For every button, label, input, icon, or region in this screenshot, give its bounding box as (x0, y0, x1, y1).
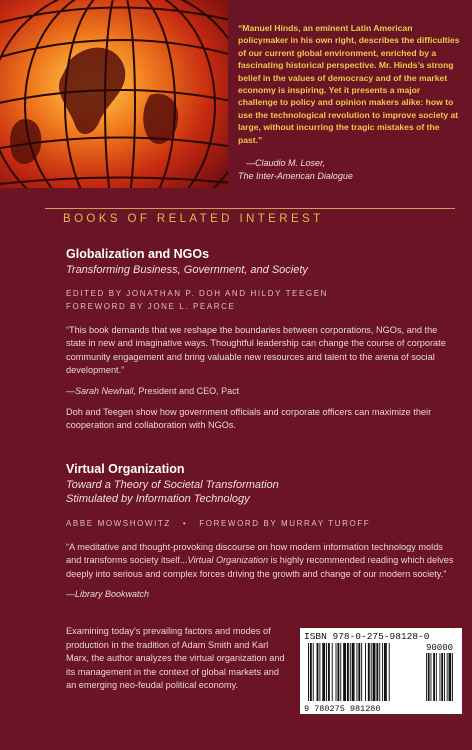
barcode-bar (308, 643, 309, 701)
globe-illustration (0, 0, 228, 188)
barcode-addon-bars (426, 653, 453, 701)
book-editors: EDITED BY JONATHAN P. DOH AND HILDY TEEGEN (66, 289, 329, 298)
barcode-bar (347, 643, 349, 701)
barcode-bar (376, 643, 378, 701)
barcode-bar (368, 643, 370, 701)
book-title: Globalization and NGOs (66, 247, 210, 261)
book-subtitle-line1: Toward a Theory of Societal Transformation (66, 479, 279, 491)
endorsement-attribution (238, 155, 466, 181)
review-source: —Library Bookwatch (66, 589, 150, 600)
barcode-bar (343, 643, 346, 701)
barcode-bar (326, 643, 327, 701)
barcode-bar (365, 643, 366, 701)
book-subtitle: Transforming Business, Government, and Society (66, 264, 308, 276)
barcode-addon-bar (433, 653, 435, 701)
book-description: Examining today’s prevailing factors and modes of production in the tradition of Adam Smith and Karl Marx, the author analyzes the virtual organization and its management in the context of global markets and an emerging neo-feudal political economy. (66, 626, 285, 690)
price-code: 90000 (426, 643, 454, 653)
section-heading: BOOKS OF RELATED INTEREST (63, 213, 324, 225)
barcode-addon-bar (452, 653, 453, 701)
barcode-bar (352, 643, 355, 701)
barcode-bar (337, 643, 339, 701)
barcode-addon-bar (431, 653, 432, 701)
barcode-bar (373, 643, 376, 701)
barcode-addon-bar (428, 653, 430, 701)
barcode-bar (389, 643, 390, 701)
barcode-addon-bar (444, 653, 445, 701)
barcode-bar (322, 643, 325, 701)
review-author: Sarah Newhall, (75, 385, 137, 396)
barcode-addon-bar (440, 653, 441, 701)
section-divider (45, 208, 455, 209)
barcode-bar (328, 643, 330, 701)
barcode-bar (356, 643, 357, 701)
barcode-bar (319, 643, 320, 701)
ean-digits: 9 780275 981280 (304, 704, 381, 714)
barcode-bar (313, 643, 314, 701)
barcode-addon-bar (426, 653, 427, 701)
related-book-1 (66, 247, 456, 432)
barcode-panel (300, 628, 462, 714)
barcode-bar (317, 643, 319, 701)
barcode-bar (361, 643, 362, 701)
bullet-separator: • (182, 519, 188, 528)
book-credits (66, 517, 456, 530)
book-author: ABBE MOWSHOWITZ (66, 519, 171, 528)
barcode-bar (332, 643, 333, 701)
barcode-addon-bar (436, 653, 437, 701)
barcode-bar (340, 643, 341, 701)
barcode-addon-bar (449, 653, 452, 701)
barcode-bar (358, 643, 360, 701)
barcode-addon-bar (441, 653, 443, 701)
book-subtitle-line2: Stimulated by Information Technology (66, 493, 250, 505)
book-review-quote: “This book demands that we reshape the boundaries between corporations, NGOs, and the state in new and imaginative ways. Thoughtful leadership can change the course of corporate community engagement and bring valuable new resources and talent to the arena of social development.” (66, 325, 446, 376)
barcode (300, 628, 462, 714)
endorsement-org: The Inter-American Dialogue (238, 171, 353, 181)
book-title: Virtual Organization (66, 462, 185, 476)
barcode-bar (350, 643, 351, 701)
endorsement-author: —Claudio M. Loser, (246, 158, 326, 168)
book-description: Doh and Teegen show how government officials and corporate officers can maximize their cooperation and collaboration with NGOs. (66, 406, 432, 431)
barcode-bar (336, 643, 337, 701)
book-review-quote: “A meditative and thought-provoking discourse on how modern information technology molds and transforms society itself...Virtual Organization is highly recommended reading which delves deeply into serious and complex forces driving the growth and change of our modern society.” (66, 542, 454, 579)
barcode-bar (371, 643, 372, 701)
barcode-bars (308, 643, 390, 701)
barcode-addon-bar (447, 653, 448, 701)
barcode-bar (384, 643, 387, 701)
globe-icon (0, 0, 228, 188)
isbn-text: ISBN 978-0-275-98128-0 (304, 631, 430, 642)
book-foreword: FOREWORD BY MURRAY TUROFF (199, 519, 371, 528)
barcode-bar (310, 643, 312, 701)
barcode-bar (382, 643, 383, 701)
book-foreword: FOREWORD BY JONE L. PEARCE (66, 302, 236, 311)
review-attribution: —Sarah Newhall, President and CEO, Pact (66, 385, 240, 396)
review-role: President and CEO, Pact (136, 385, 240, 396)
endorsement-quote: “Manuel Hinds, an eminent Latin American policymaker in his own right, describes the difficulties of our current global environment, enriched by a fascinating historical perspective. Mr. Hinds’s strong belief in the values of democracy and of the market economy is inspiring. Yet it presents a major challenge to policy and opinion makers alike: how to use the technological revolution to improve society at large, without incurring the tragic mistakes of the past.” (238, 23, 460, 145)
related-book-2 (66, 462, 456, 599)
barcode-bar (379, 643, 380, 701)
